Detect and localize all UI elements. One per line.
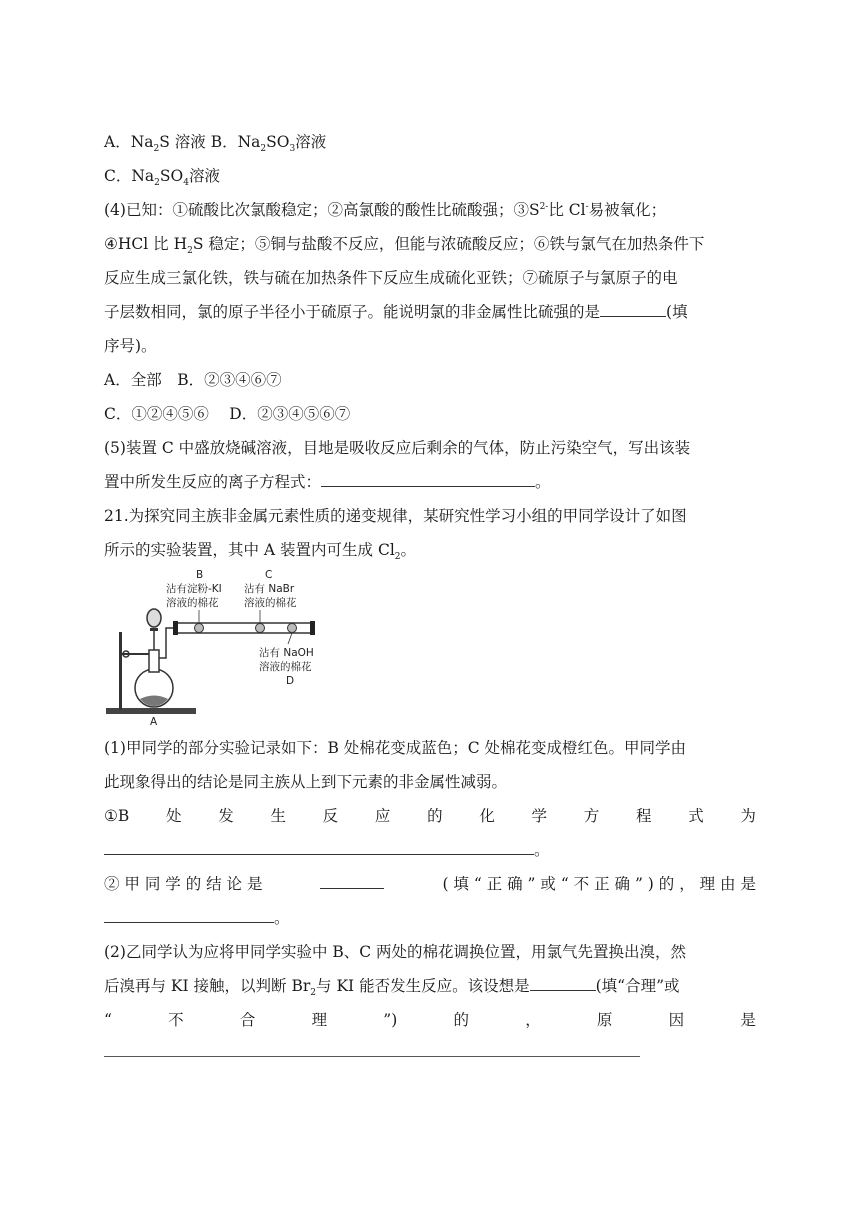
label-c-line1: 沾有 NaBr — [244, 583, 295, 595]
label-c-line2: 溶液的棉花 — [244, 597, 297, 609]
answer-blank — [600, 302, 666, 317]
q5-line-2: 置中所发生反应的离子方程式： 。 — [104, 473, 551, 491]
q4-line-4: 子层数相同，氯的原子半径小于硫原子。能说明氯的非金属性比硫强的是 (填 — [104, 303, 688, 321]
option-c: C．$Na_2SO_4$溶液 — [104, 167, 220, 189]
flask-neck — [149, 650, 159, 672]
answer-blank — [530, 976, 596, 991]
q21-p1-line-5: ② 甲 同 学 的 结 论 是 ( 填 “ 正 确 ” 或 “ 不 正 确 ” ) 的 ， 理 由 是 — [104, 875, 756, 893]
answer-blank — [320, 874, 384, 889]
cotton-c — [256, 624, 265, 633]
pointer-d — [288, 633, 292, 644]
q4-options-1: A．全部 B．②③④⑥⑦ — [104, 371, 282, 389]
label-b-line1: 沾有淀粉-KI — [166, 583, 222, 595]
q4-line-3: 反应生成三氯化铁，铁与硫在加热条件下反应生成硫化亚铁；⑦硫原子与氯原子的电 — [104, 269, 678, 287]
q21-p1-line-4: 。 — [104, 840, 550, 860]
cotton-d — [288, 624, 297, 633]
tube-stopper-right — [310, 621, 315, 635]
label-b: B — [196, 569, 204, 581]
q21-p2-line-1: (2)乙同学认为应将甲同学实验中 B、C 两处的棉花调换位置，用氯气先置换出溴，然 — [104, 943, 687, 961]
separatory-funnel — [147, 609, 161, 627]
q21-p1-line-6: 。 — [104, 908, 290, 928]
funnel-stopcock — [150, 628, 158, 631]
q21-p1-line-2: 此现象得出的结论是同主族从上到下元素的非金属性减弱。 — [104, 773, 508, 791]
q21-line-1: 21.为探究同主族非金属元素性质的递变规律，某研究性学习小组的甲同学设计了如图 — [104, 507, 687, 525]
answer-blank — [104, 908, 274, 923]
q4-line-5: 序号)。 — [104, 337, 157, 355]
label-b-line2: 溶液的棉花 — [166, 597, 219, 609]
label-d-line2: 溶液的棉花 — [259, 661, 312, 673]
label-c: C — [265, 569, 273, 581]
q5-line-1: (5)装置 C 中盛放烧碱溶液，目地是吸收反应后剩余的气体，防止污染空气，写出该装 — [104, 439, 691, 457]
stand-rod — [119, 632, 122, 710]
cotton-b — [195, 624, 204, 633]
q21-p1-line-1: (1)甲同学的部分实验记录如下：B 处棉花变成蓝色；C 处棉花变成橙红色。甲同学由 — [104, 739, 687, 757]
q21-p2-line-3: “ 不 合 理 ”) 的 ， 原 因 是 — [104, 1011, 756, 1029]
label-a: A — [150, 716, 158, 728]
answer-blank — [321, 472, 535, 487]
q21-p1-line-3: ①B 处 发 生 反 应 的 化 学 方 程 式 为 — [104, 807, 756, 825]
answer-blank — [104, 840, 534, 855]
answer-blank — [104, 1056, 640, 1057]
q4-line-1: (4)已知：①硫酸比次氯酸稳定；②高氯酸的酸性比硫酸强；$③S^{2-}$比 Cl-易被氧化； — [104, 201, 667, 219]
q4-options-2: C．①②④⑤⑥ D．②③④⑤⑥⑦ — [104, 405, 351, 423]
option-a-b: A．$Na_2S$ 溶液 B．$Na_2SO_3$溶液 — [104, 133, 327, 155]
tube-stopper-left — [173, 621, 178, 635]
label-d-line1: 沾有 NaOH — [259, 647, 314, 659]
label-d: D — [286, 675, 295, 687]
q4-line-2: ④HCl 比 $H_2S$ 稳定；⑤铜与盐酸不反应，但能与浓硫酸反应；⑥铁与氯气在加热条件下 — [104, 235, 705, 257]
q21-line-2: 所示的实验装置，其中 A 装置内可生成 $Cl_2$。 — [104, 541, 417, 563]
q21-p2-line-2: 后溴再与 KI 接触，以判断 $Br_2$与 KI 能否发生反应。该设想是 (填“合理”或 — [104, 977, 680, 999]
apparatus-figure — [104, 568, 336, 728]
